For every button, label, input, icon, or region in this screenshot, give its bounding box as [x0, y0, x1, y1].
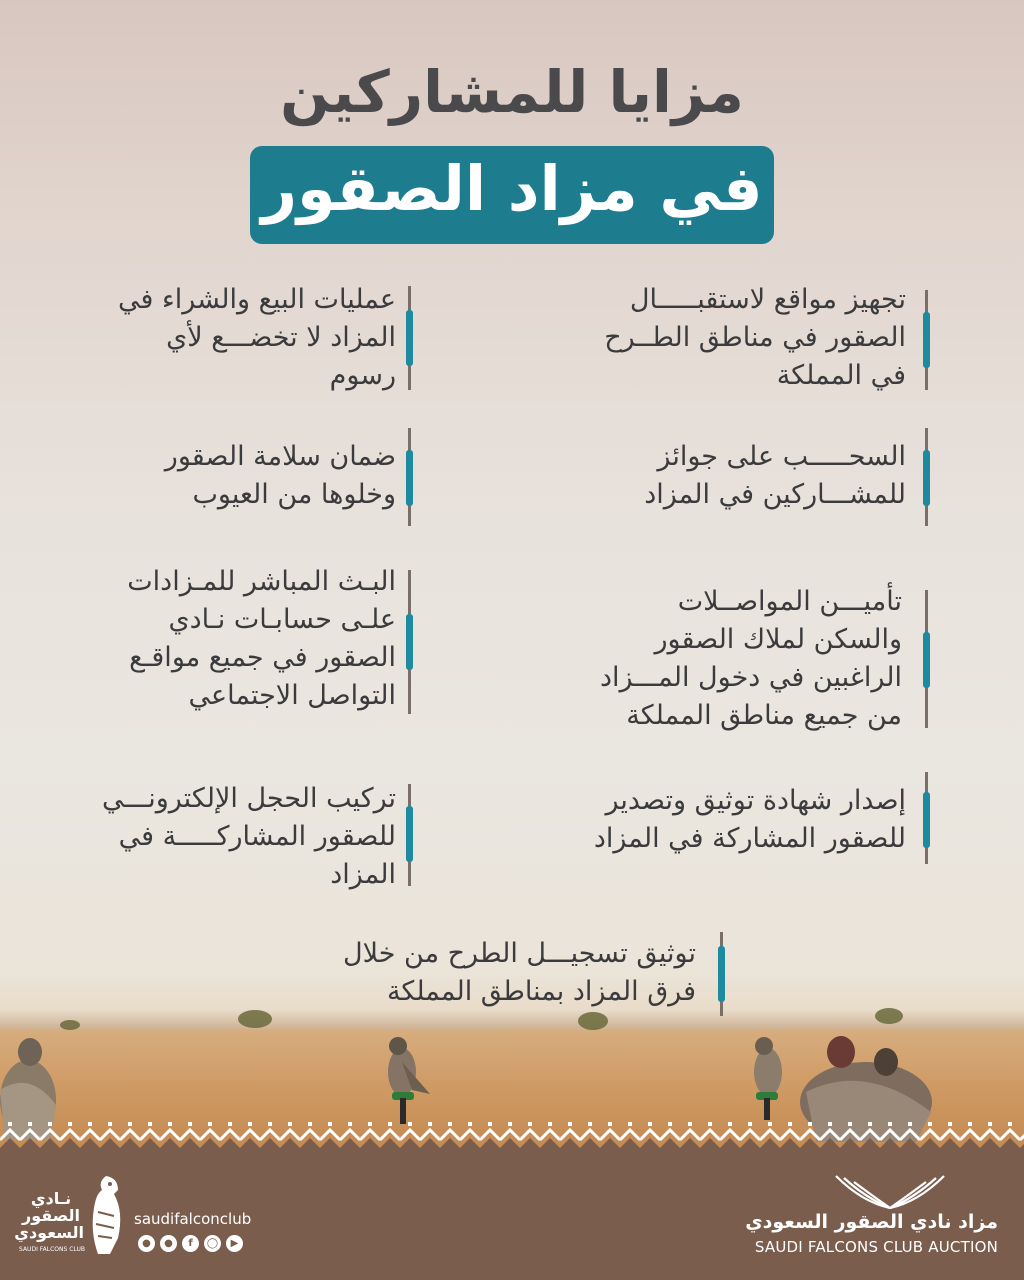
club-logo-line: الصقور — [21, 1206, 80, 1225]
benefit-line: الراغبين في دخول المـــزاد — [599, 662, 902, 693]
benefit-line: السحـــــب على جوائز — [657, 441, 906, 472]
benefit-line: الصقور في مناطق الطــرح — [604, 322, 906, 353]
benefit-divider — [925, 772, 928, 864]
benefit-line: التواصل الاجتماعي — [188, 680, 396, 711]
desert-bush — [578, 1012, 608, 1030]
benefit-line: والسكن لملاك الصقور — [654, 624, 902, 655]
social-icons-row — [138, 1235, 243, 1252]
benefit-line: تجهيز مواقع لاستقبـــــال — [629, 284, 906, 315]
instagram-icon[interactable]: ◯ — [204, 1235, 221, 1252]
benefit-item — [165, 438, 396, 514]
twitter-icon[interactable]: ● — [160, 1235, 177, 1252]
benefit-line: فرق المزاد بمناطق المملكة — [386, 976, 696, 1007]
zigzag-border — [0, 1118, 1024, 1152]
benefit-line: البـث المباشر للمـزادات — [127, 566, 396, 597]
benefit-item — [118, 281, 396, 395]
benefit-divider — [925, 290, 928, 390]
benefit-item — [600, 583, 902, 735]
falcon-logo-icon — [84, 1172, 128, 1256]
benefit-item — [343, 935, 696, 1011]
benefit-line: إصدار شهادة توثيق وتصدير — [605, 785, 906, 816]
benefit-line: رسوم — [329, 360, 396, 391]
social-handle[interactable]: saudifalconclub — [134, 1210, 252, 1228]
benefit-divider — [925, 428, 928, 526]
page-title-line-1: مزايا للمشاركين — [280, 58, 744, 126]
benefit-line: تأميـــن المواصــلات — [677, 586, 902, 617]
benefit-line: الصقور في جميع مواقـع — [129, 642, 396, 673]
benefit-line: علـى حسابـات نـادي — [168, 604, 396, 635]
falcon-perched-right-image — [742, 1030, 802, 1120]
benefit-item — [594, 782, 906, 858]
benefit-divider — [720, 932, 723, 1016]
benefit-item — [604, 281, 906, 395]
benefit-line: تركيب الحجل الإلكترونـــي — [102, 783, 396, 814]
youtube-icon[interactable]: ▶ — [226, 1235, 243, 1252]
benefit-line: للصقور المشاركة في المزاد — [593, 823, 906, 854]
club-logo-line: نـادي — [30, 1189, 72, 1208]
club-logo-english: SAUDI FALCONS CLUB — [19, 1246, 85, 1253]
auction-wings-logo-icon — [832, 1168, 948, 1216]
benefit-item — [127, 563, 396, 715]
facebook-icon[interactable]: f — [182, 1235, 199, 1252]
benefit-divider — [408, 286, 411, 390]
benefit-divider — [408, 428, 411, 526]
benefit-divider — [408, 784, 411, 886]
benefit-line: في المملكة — [776, 360, 906, 391]
benefit-line: ضمان سلامة الصقور — [164, 441, 396, 472]
brand-name-english: SAUDI FALCONS CLUB AUCTION — [754, 1238, 998, 1256]
benefit-divider — [925, 590, 928, 728]
club-logo-line: السعودي — [14, 1223, 84, 1242]
snapchat-icon[interactable]: ● — [138, 1235, 155, 1252]
benefit-item — [644, 438, 906, 514]
desert-bush — [60, 1020, 80, 1030]
benefit-line: توثيق تسجيـــل الطرح من خلال — [343, 938, 696, 969]
benefit-line: من جميع مناطق المملكة — [626, 700, 902, 731]
falcon-perched-center-image — [372, 1032, 436, 1124]
desert-bush — [238, 1010, 272, 1028]
benefit-line: المزاد — [330, 859, 396, 890]
benefit-item — [102, 780, 396, 894]
benefit-divider — [408, 570, 411, 714]
brand-name-arabic: مزاد نادي الصقور السعودي — [745, 1211, 998, 1233]
benefit-line: وخلوها من العيوب — [192, 479, 396, 510]
benefit-line: للمشـــاركين في المزاد — [644, 479, 906, 510]
page-title-line-2: في مزاد الصقور — [261, 152, 763, 225]
benefit-line: للصقور المشاركـــــة في — [118, 821, 396, 852]
club-logo-text — [14, 1189, 84, 1242]
benefit-line: عمليات البيع والشراء في — [118, 284, 396, 315]
benefit-line: المزاد لا تخضـــع لأي — [166, 322, 396, 353]
